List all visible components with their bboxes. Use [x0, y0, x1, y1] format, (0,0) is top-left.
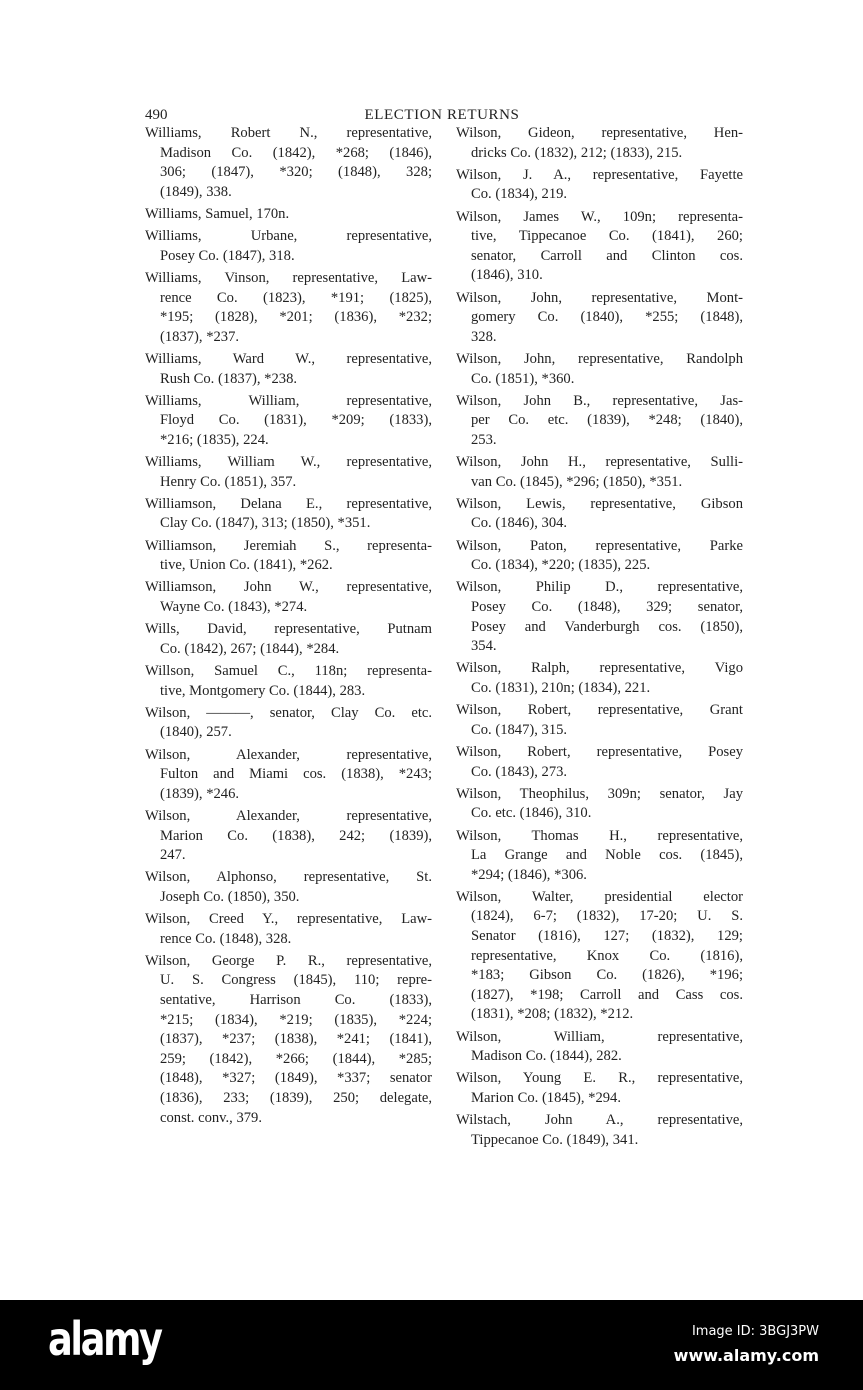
entry-line: Wilson, John B., representative, Jas- [456, 392, 743, 409]
index-entry [456, 827, 743, 886]
entry-line: tive, Union Co. (1841), *262. [160, 557, 333, 574]
entry-line: Henry Co. (1851), 357. [160, 473, 297, 490]
entry-line: Co. (1846), 304. [471, 515, 568, 532]
entry-line: Rush Co. (1837), *238. [160, 370, 298, 387]
index-entry [145, 746, 432, 805]
entry-line: Wilstach, John A., representative, [456, 1112, 743, 1129]
entry-line: Wilson, Robert, representative, Posey [456, 743, 743, 760]
entry-line: Wilson, Walter, presidential elector [456, 888, 743, 905]
entry-line: van Co. (1845), *296; (1850), *351. [471, 473, 683, 490]
index-entry [456, 1069, 743, 1108]
entry-line: Co. (1851), *360. [471, 370, 575, 387]
index-entry [456, 1111, 743, 1150]
alamy-logo: alamy [48, 1312, 161, 1366]
entry-line: U. S. Congress (1845), 110; repre- [160, 972, 432, 989]
page-number: 490 [145, 107, 168, 123]
entry-line: Wilson, Robert, representative, Grant [456, 702, 743, 719]
entry-line: Williamson, Jeremiah S., representa- [145, 537, 432, 554]
entry-line: representative, Knox Co. (1816), [471, 947, 743, 964]
entry-line: Senator (1816), 127; (1832), 129; [471, 928, 743, 945]
index-entry [145, 952, 432, 1128]
index-entry [456, 124, 743, 163]
entry-line: senator, Carroll and Clinton cos. [471, 247, 743, 264]
entry-line: Tippecanoe Co. (1849), 341. [471, 1131, 639, 1148]
entry-line: 306; (1847), *320; (1848), 328; [160, 164, 432, 181]
image-id: Image ID: 3BGJ3PW [691, 1324, 819, 1339]
index-entry [145, 227, 432, 266]
entry-line: Co. etc. (1846), 310. [471, 805, 592, 822]
entry-line: Williamson, Delana E., representative, [145, 495, 432, 512]
entry-line: Co. (1834), *220; (1835), 225. [471, 557, 651, 574]
entry-line: Fulton and Miami cos. (1838), *243; [160, 766, 432, 783]
index-entry [145, 807, 432, 866]
entry-line: Clay Co. (1847), 313; (1850), *351. [160, 515, 371, 532]
index-entry [456, 392, 743, 451]
entry-line: Marion Co. (1845), *294. [471, 1090, 621, 1106]
entry-line: dricks Co. (1832), 212; (1833), 215. [471, 144, 683, 161]
entry-line: Williams, Robert N., representative, [145, 125, 432, 141]
index-entry [145, 704, 432, 743]
entry-line: Wilson, George P. R., representative, [145, 952, 432, 969]
index-entry [456, 453, 743, 492]
entry-line: Williams, Urbane, representative, [145, 228, 432, 245]
index-entry [145, 392, 432, 451]
entry-line: Williams, Samuel, 170n. [145, 205, 290, 222]
entry-line: Wilson, Young E. R., representative, [456, 1070, 743, 1087]
index-entry [145, 662, 432, 701]
entry-line: Williams, William, representative, [145, 392, 432, 409]
entry-line: 259; (1842), *266; (1844), *285; [160, 1050, 432, 1067]
entry-line: (1849), 338. [160, 183, 232, 200]
index-entry [145, 124, 432, 202]
entry-line: Wilson, Paton, representative, Parke [456, 537, 743, 554]
entry-line: Posey Co. (1848), 329; senator, [471, 599, 743, 615]
entry-line: *216; (1835), 224. [160, 431, 269, 448]
entry-line: Wilson, Philip D., representative, [456, 579, 743, 596]
index-entry [456, 537, 743, 576]
entry-line: Posey and Vanderburgh cos. (1850), [471, 618, 743, 635]
entry-line: Co. (1847), 315. [471, 721, 568, 738]
index-entry [456, 888, 743, 1025]
entry-line: Wilson, John, representative, Randolph [456, 350, 743, 367]
entry-line: Wilson, John, representative, Mont- [456, 289, 743, 306]
entry-line: Madison Co. (1842), *268; (1846), [160, 144, 432, 161]
entry-line: Wilson, Ralph, representative, Vigo [456, 660, 743, 677]
entry-line: Wilson, Gideon, representative, Hen- [456, 125, 743, 141]
entry-line: Floyd Co. (1831), *209; (1833), [160, 412, 432, 429]
entry-line: Wilson, J. A., representative, Fayette [456, 166, 743, 183]
entry-line: Wilson, Theophilus, 309n; senator, Jay [456, 785, 743, 802]
entry-line: gomery Co. (1840), *255; (1848), [471, 309, 743, 326]
site-url: www.alamy.com [673, 1346, 819, 1365]
index-entry [145, 205, 432, 225]
index-entry [456, 495, 743, 534]
entry-line: Wayne Co. (1843), *274. [160, 599, 308, 615]
entry-line: Madison Co. (1844), 282. [471, 1048, 622, 1065]
entry-line: (1824), 6-7; (1832), 17-20; U. S. [471, 908, 743, 925]
index-entry [456, 289, 743, 348]
index-entry [456, 208, 743, 286]
entry-line: tive, Tippecanoe Co. (1841), 260; [471, 228, 743, 245]
index-column-right [456, 124, 743, 1153]
entry-line: Wilson, Alphonso, representative, St. [145, 869, 432, 886]
entry-line: 253. [471, 431, 497, 448]
index-entry [145, 868, 432, 907]
entry-line: (1827), *198; Carroll and Cass cos. [471, 986, 743, 1003]
entry-line: 354. [471, 638, 497, 655]
entry-line: per Co. etc. (1839), *248; (1840), [471, 412, 743, 429]
entry-line: Co. (1834), 219. [471, 186, 568, 203]
index-entry [456, 350, 743, 389]
index-entry [145, 453, 432, 492]
index-entry [456, 785, 743, 824]
entry-line: (1846), 310. [471, 267, 543, 284]
entry-line: La Grange and Noble cos. (1845), [471, 847, 743, 864]
entry-line: Williams, Vinson, representative, Law- [145, 269, 432, 286]
entry-line: *195; (1828), *201; (1836), *232; [160, 309, 432, 326]
entry-line: Wilson, William, representative, [456, 1028, 743, 1045]
entry-line: Williams, William W., representative, [145, 454, 432, 471]
entry-line: Williams, Ward W., representative, [145, 350, 432, 367]
index-entry [145, 578, 432, 617]
entry-line: Willson, Samuel C., 118n; representa- [145, 662, 432, 679]
index-entry [456, 578, 743, 656]
entry-line: *294; (1846), *306. [471, 866, 587, 883]
entry-line: (1839), *246. [160, 785, 240, 802]
entry-line: Williamson, John W., representative, [145, 579, 432, 596]
entry-line: Wilson, ———, senator, Clay Co. etc. [145, 704, 432, 721]
index-entry [145, 350, 432, 389]
entry-line: Wilson, Alexander, representative, [145, 807, 432, 824]
index-entry [456, 743, 743, 782]
index-entry [145, 910, 432, 949]
entry-line: const. conv., 379. [160, 1109, 263, 1126]
entry-line: Marion Co. (1838), 242; (1839), [160, 827, 432, 844]
entry-line: Posey Co. (1847), 318. [160, 247, 295, 264]
entry-line: Wilson, James W., 109n; representa- [456, 208, 743, 225]
index-column-left [145, 124, 432, 1131]
entry-line: (1840), 257. [160, 724, 232, 741]
entry-line: Co. (1842), 267; (1844), *284. [160, 640, 340, 657]
entry-line: (1837), *237; (1838), *241; (1841), [160, 1031, 432, 1048]
entry-line: rence Co. (1823), *191; (1825), [160, 289, 432, 306]
entry-line: 247. [160, 847, 186, 864]
entry-line: Joseph Co. (1850), 350. [160, 888, 300, 905]
entry-line: *215; (1834), *219; (1835), *224; [160, 1011, 432, 1028]
entry-line: Wilson, Thomas H., representative, [456, 827, 743, 844]
entry-line: Co. (1843), 273. [471, 763, 568, 780]
entry-line: (1831), *208; (1832), *212. [471, 1006, 634, 1023]
index-entry [145, 269, 432, 347]
entry-line: Wills, David, representative, Putnam [145, 621, 432, 638]
index-entry [456, 166, 743, 205]
entry-line: Wilson, Lewis, representative, Gibson [456, 495, 743, 512]
entry-line: (1837), *237. [160, 328, 240, 345]
entry-line: rence Co. (1848), 328. [160, 930, 292, 947]
entry-line: (1836), 233; (1839), 250; delegate, [160, 1090, 432, 1106]
index-entry [145, 495, 432, 534]
index-entry [456, 701, 743, 740]
entry-line: Wilson, John H., representative, Sulli- [456, 454, 743, 471]
entry-line: Wilson, Alexander, representative, [145, 746, 432, 763]
entry-line: tive, Montgomery Co. (1844), 283. [160, 682, 366, 699]
index-entry [456, 1028, 743, 1067]
index-entry [145, 537, 432, 576]
entry-line: 328. [471, 328, 497, 345]
running-head: ELECTION RETURNS [364, 107, 520, 123]
index-entry [456, 659, 743, 698]
index-entry [145, 620, 432, 659]
entry-line: Co. (1831), 210n; (1834), 221. [471, 679, 651, 696]
entry-line: Wilson, Creed Y., representative, Law- [145, 911, 432, 928]
entry-line: *183; Gibson Co. (1826), *196; [471, 967, 743, 984]
watermark-banner [0, 1300, 863, 1390]
entry-line: (1848), *327; (1849), *337; senator [160, 1070, 432, 1087]
entry-line: sentative, Harrison Co. (1833), [160, 992, 432, 1009]
